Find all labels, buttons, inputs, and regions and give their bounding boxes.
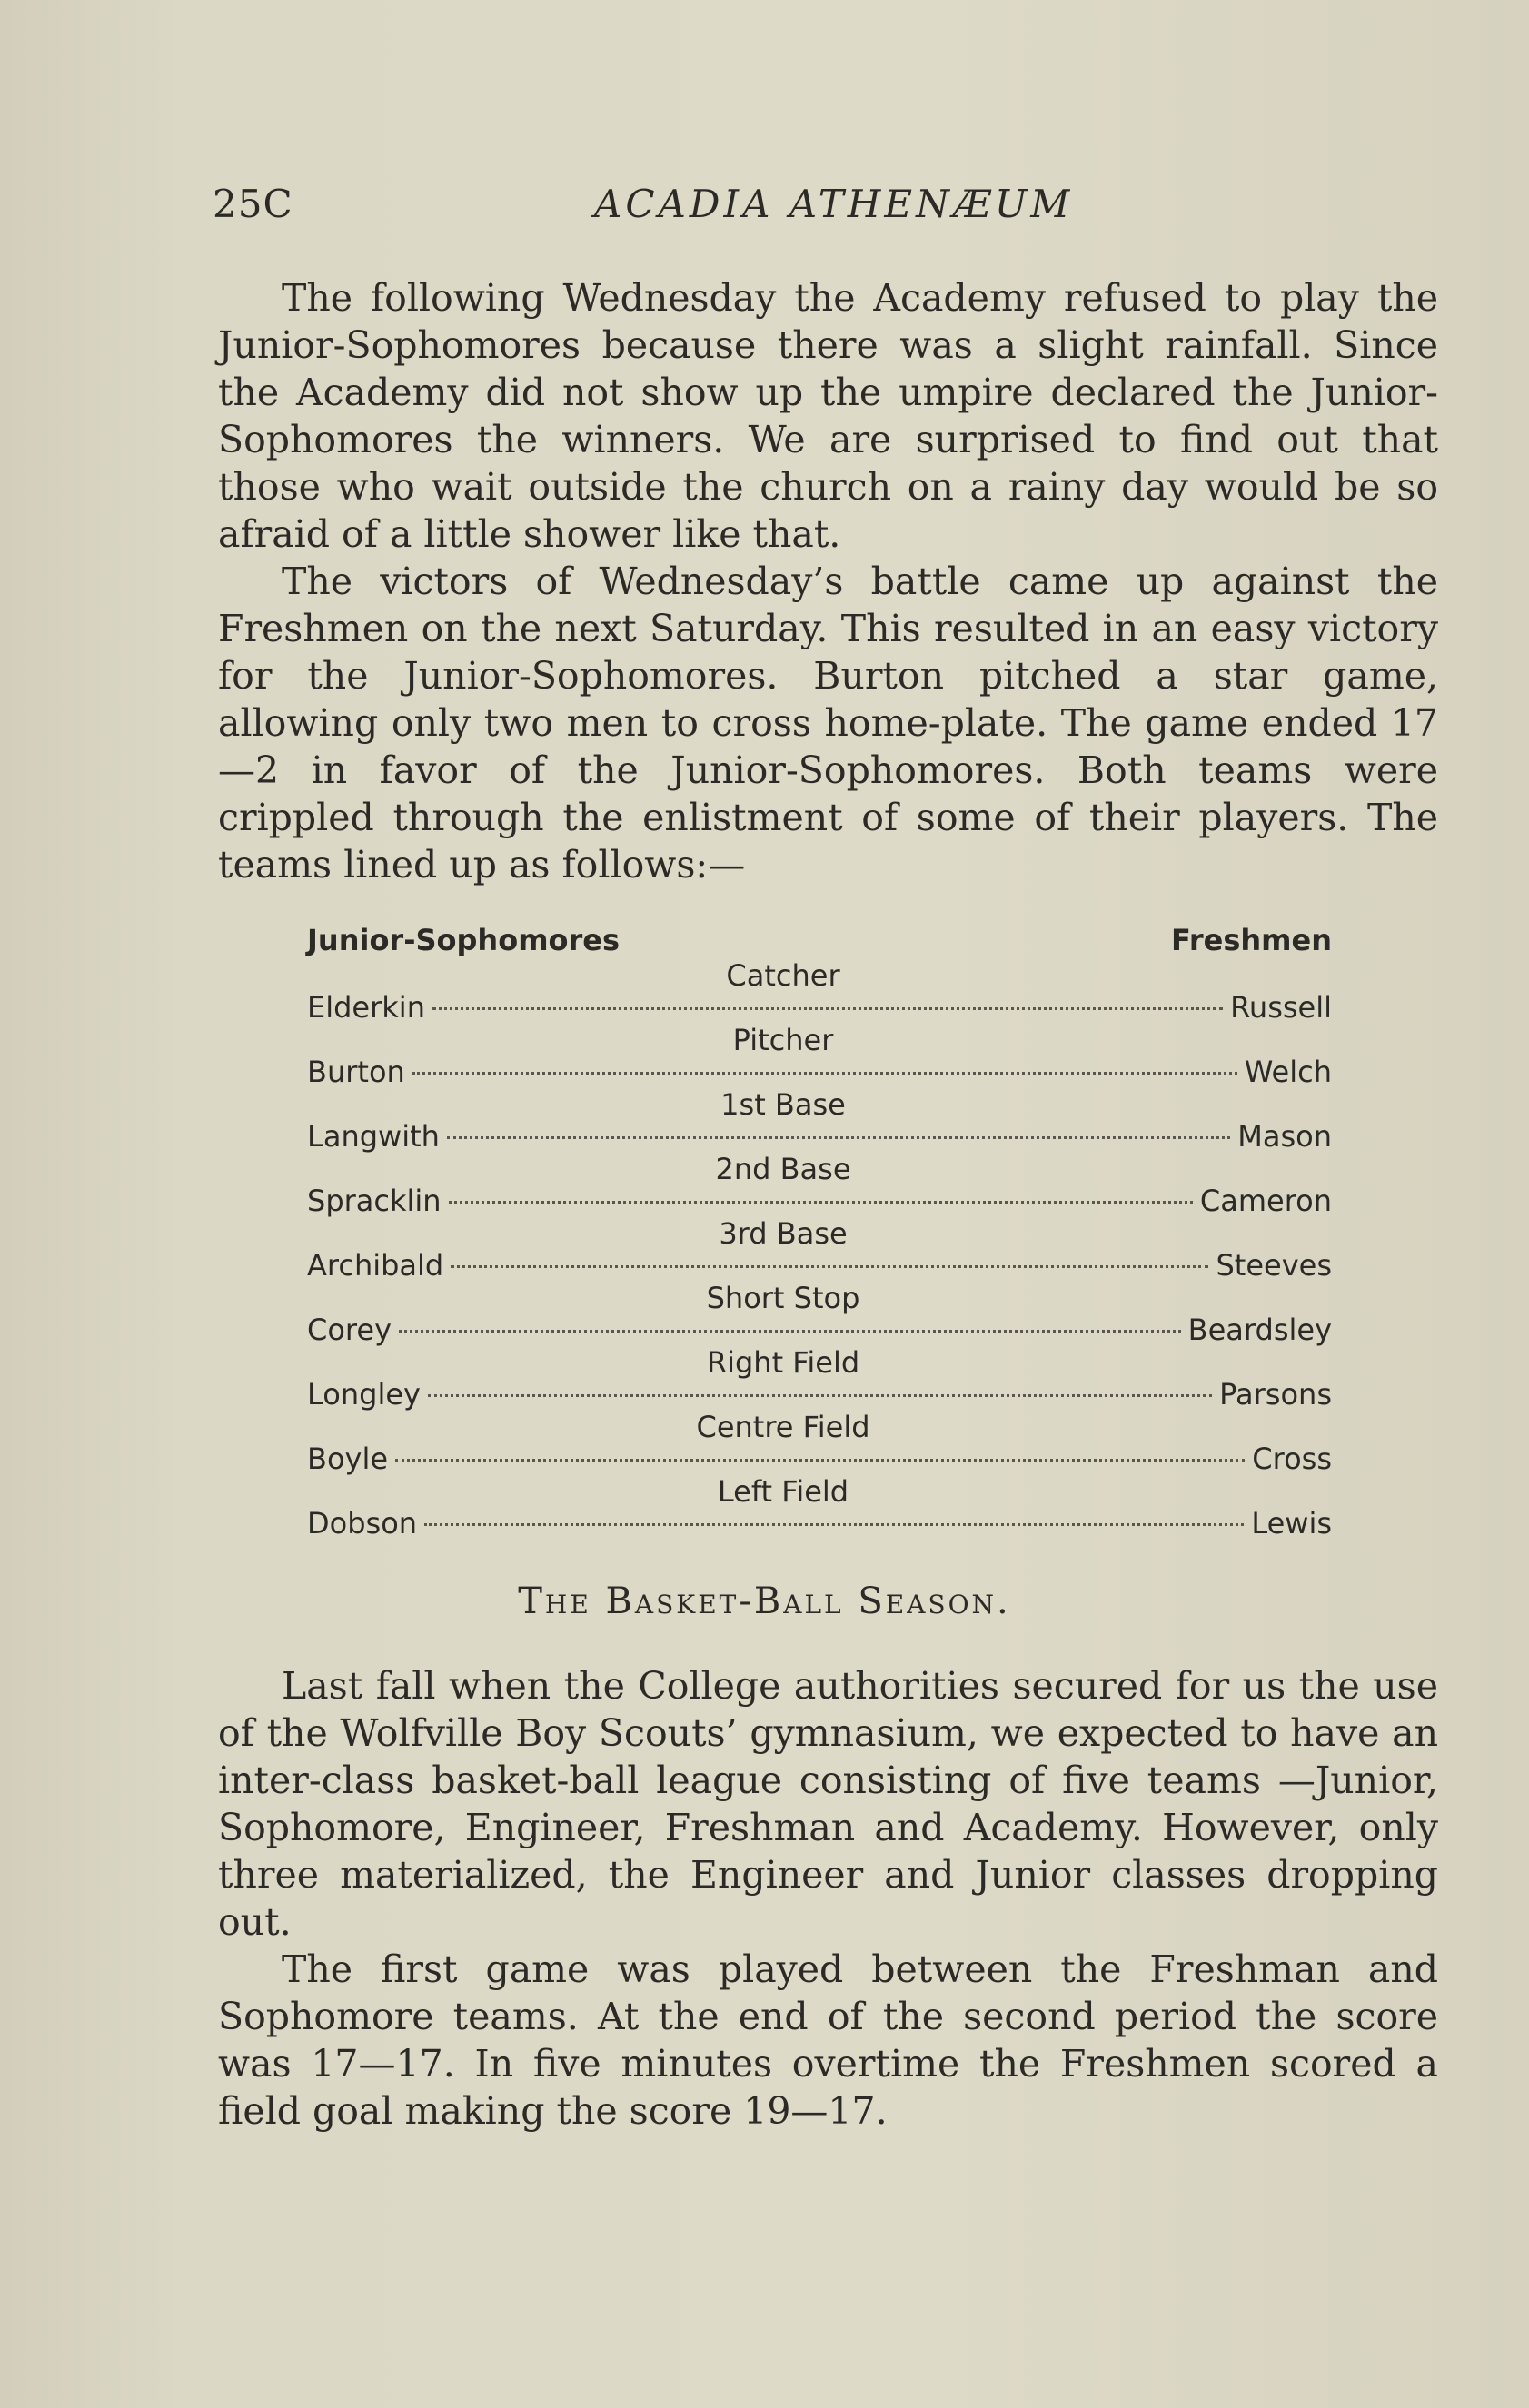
left-player: Dobson — [307, 1506, 418, 1541]
right-player: Cross — [1252, 1442, 1332, 1476]
left-player: Corey — [307, 1313, 392, 1347]
dot-leader — [399, 1330, 1181, 1333]
position-label: Short Stop — [706, 1281, 860, 1315]
paragraph: The victors of Wednesday’s battle came up against the Freshmen on the next Saturday. This resulted in an easy victory for the Junior-Sophomores. Burton pitched a star game, allowing only two men to cross home-plate. The game ended 17—2 in favor of the Junior-Sophomores. Both teams were crippled through the enlistment of some of their players. The teams lined up as follows:— — [218, 560, 1438, 887]
left-team-name: Junior-Sophomores — [307, 923, 621, 957]
dot-leader — [447, 1136, 1230, 1139]
right-player: Mason — [1237, 1119, 1332, 1154]
right-player: Russell — [1230, 990, 1332, 1025]
position-label: 1st Base — [720, 1087, 846, 1122]
right-player: Steeves — [1216, 1248, 1332, 1283]
left-player: Longley — [307, 1377, 421, 1412]
left-player: Boyle — [307, 1442, 389, 1476]
position-label: Pitcher — [732, 1023, 834, 1057]
lineup-row — [307, 1378, 1332, 1412]
paragraph: The first game was played between the Freshman and Sophomore teams. At the end of the second period the score was 17—17. In five minutes overtime the Freshmen scored a field goal making the score 19—17. — [218, 1947, 1438, 2133]
right-player: Welch — [1244, 1055, 1332, 1089]
paragraph: The following Wednesday the Academy refused to play the Junior-Sophomores because there was a slight rainfall. Since the Academy did not show up the umpire declared the Junior-Sophomores the winners. We are surprised to find out that those who wait outside the church on a rainy day would be so afraid of a little shower like that. — [218, 276, 1438, 556]
left-player: Langwith — [307, 1119, 440, 1154]
dot-leader — [451, 1265, 1208, 1268]
dot-leader — [424, 1523, 1244, 1526]
position-label: 3rd Base — [719, 1216, 848, 1251]
page-number: 25C — [213, 182, 293, 226]
page-header — [213, 182, 1085, 236]
right-player: Cameron — [1199, 1184, 1332, 1218]
lineup-row — [307, 1313, 1332, 1347]
dot-leader — [395, 1459, 1245, 1462]
lineup-row — [307, 1055, 1332, 1089]
lineup-row — [307, 1249, 1332, 1283]
left-player: Archibald — [307, 1248, 444, 1283]
dot-leader — [449, 1201, 1193, 1204]
left-player: Burton — [307, 1055, 405, 1089]
lineup-header — [307, 920, 1332, 960]
left-player: Elderkin — [307, 990, 425, 1025]
left-player: Spracklin — [307, 1184, 442, 1218]
paragraph: Last fall when the College authorities secured for us the use of the Wolfville Boy Scouts’ gymnasium, we expected to have an inter-class basket-ball league consisting of five teams —Junior, Sophomore, Engineer, Freshman and Academy. However, only three materialized, the Engineer and Junior classes dropping out. — [218, 1664, 1438, 1944]
lineup-row — [307, 1184, 1332, 1218]
right-player: Lewis — [1251, 1506, 1332, 1541]
body-text-top — [218, 274, 1438, 888]
lineup-row — [307, 1442, 1332, 1476]
dot-leader — [432, 1007, 1223, 1010]
right-player: Parsons — [1219, 1377, 1332, 1412]
dot-leader — [428, 1394, 1212, 1397]
position-label: Centre Field — [696, 1410, 870, 1444]
position-label: Right Field — [706, 1345, 860, 1380]
lineup-row — [307, 991, 1332, 1025]
position-label: 2nd Base — [715, 1152, 851, 1186]
dot-leader — [412, 1072, 1237, 1075]
right-player: Beardsley — [1187, 1313, 1332, 1347]
position-label: Left Field — [717, 1474, 849, 1509]
section-heading: The Basket-Ball Season. — [518, 1581, 1011, 1622]
right-team-name: Freshmen — [1171, 923, 1332, 957]
body-text-bottom — [218, 1662, 1438, 2135]
running-title: ACADIA ATHENÆUM — [594, 182, 1074, 226]
position-label: Catcher — [726, 958, 840, 993]
lineup-table — [307, 920, 1332, 1541]
lineup-row — [307, 1507, 1332, 1541]
lineup-row — [307, 1120, 1332, 1154]
